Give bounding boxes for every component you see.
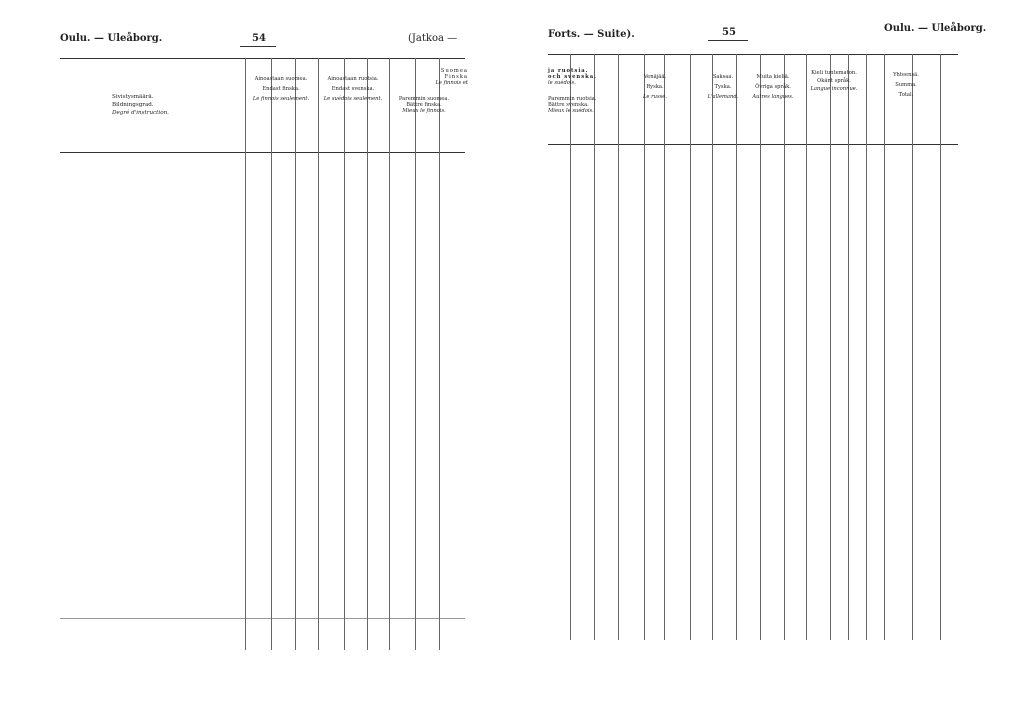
left-header-continuation: (Jatkoa — (408, 33, 458, 44)
group-better-finnish: Paremmin suomea. Bättre finska. Mieux le finnois. (398, 96, 450, 115)
stub-heading-fi: Sivistysmäärä. (112, 94, 154, 100)
group-german: Saksaa. Tyska. L'allemand. (707, 74, 739, 101)
right-header-continuation: Forts. — Suite). (548, 29, 635, 40)
left-header-title: Oulu. — Uleåborg. (60, 33, 163, 44)
right-page-number: 55 (722, 27, 736, 38)
group-other-languages: Muita kieliä. Övriga språk. Autres langues. (752, 74, 794, 101)
stub-heading-fr: Degré d'instruction. (112, 110, 169, 116)
group-swedish-and: ja ruotsia. och svenska. le suédois. (548, 68, 597, 87)
group-finnish-only: Ainoastaan suomea. Endast finska. Le finnois seulement. (252, 76, 310, 103)
stub-heading-sv: Bildningsgrad. (112, 102, 154, 108)
left-page-number: 54 (252, 33, 266, 44)
group-swedish-only: Ainoastaan ruotsia. Endast svenska. Le suédois seulement. (323, 76, 383, 103)
group-language-unknown: Kieli tuntematon. Okänt språk. Langue inconnue. (810, 70, 858, 93)
group-russian: Venäjää. Ryska. Le russe. (642, 74, 668, 101)
group-total: Yhteensä. Summa. Total. (893, 72, 919, 99)
right-header-title: Oulu. — Uleåborg. (884, 23, 987, 34)
group-finnish-and: Suomea Finska Le finnois et (435, 68, 468, 87)
group-better-swedish: Paremmin ruotsia. Bättre svenska. Mieux le suédois. (548, 96, 597, 115)
